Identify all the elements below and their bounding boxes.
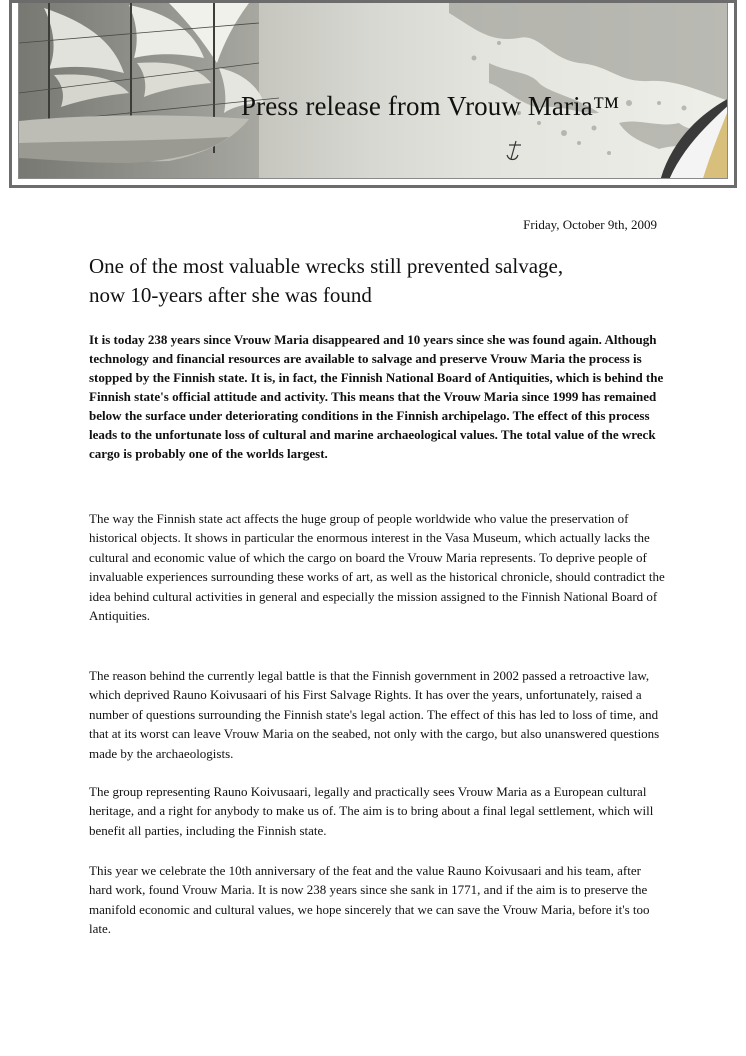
archipelago-map-illustration: [449, 3, 728, 155]
compass-rose-icon: [507, 141, 521, 160]
body-paragraph-1: The way the Finnish state act affects the huge group of people worldwide who value the preservation of historical objects. It shows in particular the enormous interest in the Vasa Museum, which actually lacks the cultural and economic value of which the cargo on board the Vrouw Maria represents. To deprive people of invaluable experiences surrounding these works of art, as well as the historical chronicle, should contradict the idea behind cultural activities in general and especially the mission assigned to the Finnish National Board of Antiquities.: [89, 511, 665, 624]
body-paragraph-2: The reason behind the currently legal battle is that the Finnish government in 2002 passed a retroactive law, which deprived Rauno Koivusaari of his First Salvage Rights. It has over the years, unfortunately, raised a number of questions surrounding the Finnish state's legal action. The effect of this has led to loss of time, and that at its worst can leave Vrouw Maria on the seabed, not only with the cargo, but also unanswered questions made by the archaeologists.: [89, 668, 660, 761]
headline-line-1: One of the most valuable wrecks still prevented salvage,: [89, 254, 564, 278]
body-paragraph-3: The group representing Rauno Koivusaari, legally and practically sees Vrouw Maria as a European cultural heritage, and a right for anybody to make us of. The aim is to bring about a final legal settlement, which will benefit all parties, including the Finnish state.: [89, 784, 654, 838]
lead-paragraph: It is today 238 years since Vrouw Maria disappeared and 10 years since she was found again. Although technology and financial resources are available to salvage and preserve Vrouw Maria the process is stopped by the Finnish state. It is, in fact, the Finnish National Board of Antiquities, which is behind the Finnish state's official attitude and activity. This means that the Vrouw Maria since 1999 has remained below the surface under deteriorating conditions in the Finnish archipelago. The effect of this process leads to the unfortunate loss of cultural and marine archaeological values. The total value of the wreck cargo is probably one of the worlds largest.: [89, 332, 664, 461]
headline-line-2: now 10-years after she was found: [89, 283, 372, 307]
sailing-ship-illustration: [19, 3, 279, 179]
body-paragraph-4: This year we celebrate the 10th anniversary of the feat and the value Rauno Koivusaari and his team, after hard work, found Vrouw Maria. It is now 238 years since she sank in 1771, and if the aim is to preserve the manifold economic and cultural values, we hope sincerely that we can save the Vrouw Maria, before it's too late.: [89, 863, 650, 937]
banner-image-frame: [18, 3, 728, 179]
banner-title: Press release from Vrouw Maria™: [241, 91, 620, 121]
header-banner: [9, 0, 737, 188]
headline: [89, 252, 669, 310]
release-date: Friday, October 9th, 2009: [523, 217, 657, 232]
